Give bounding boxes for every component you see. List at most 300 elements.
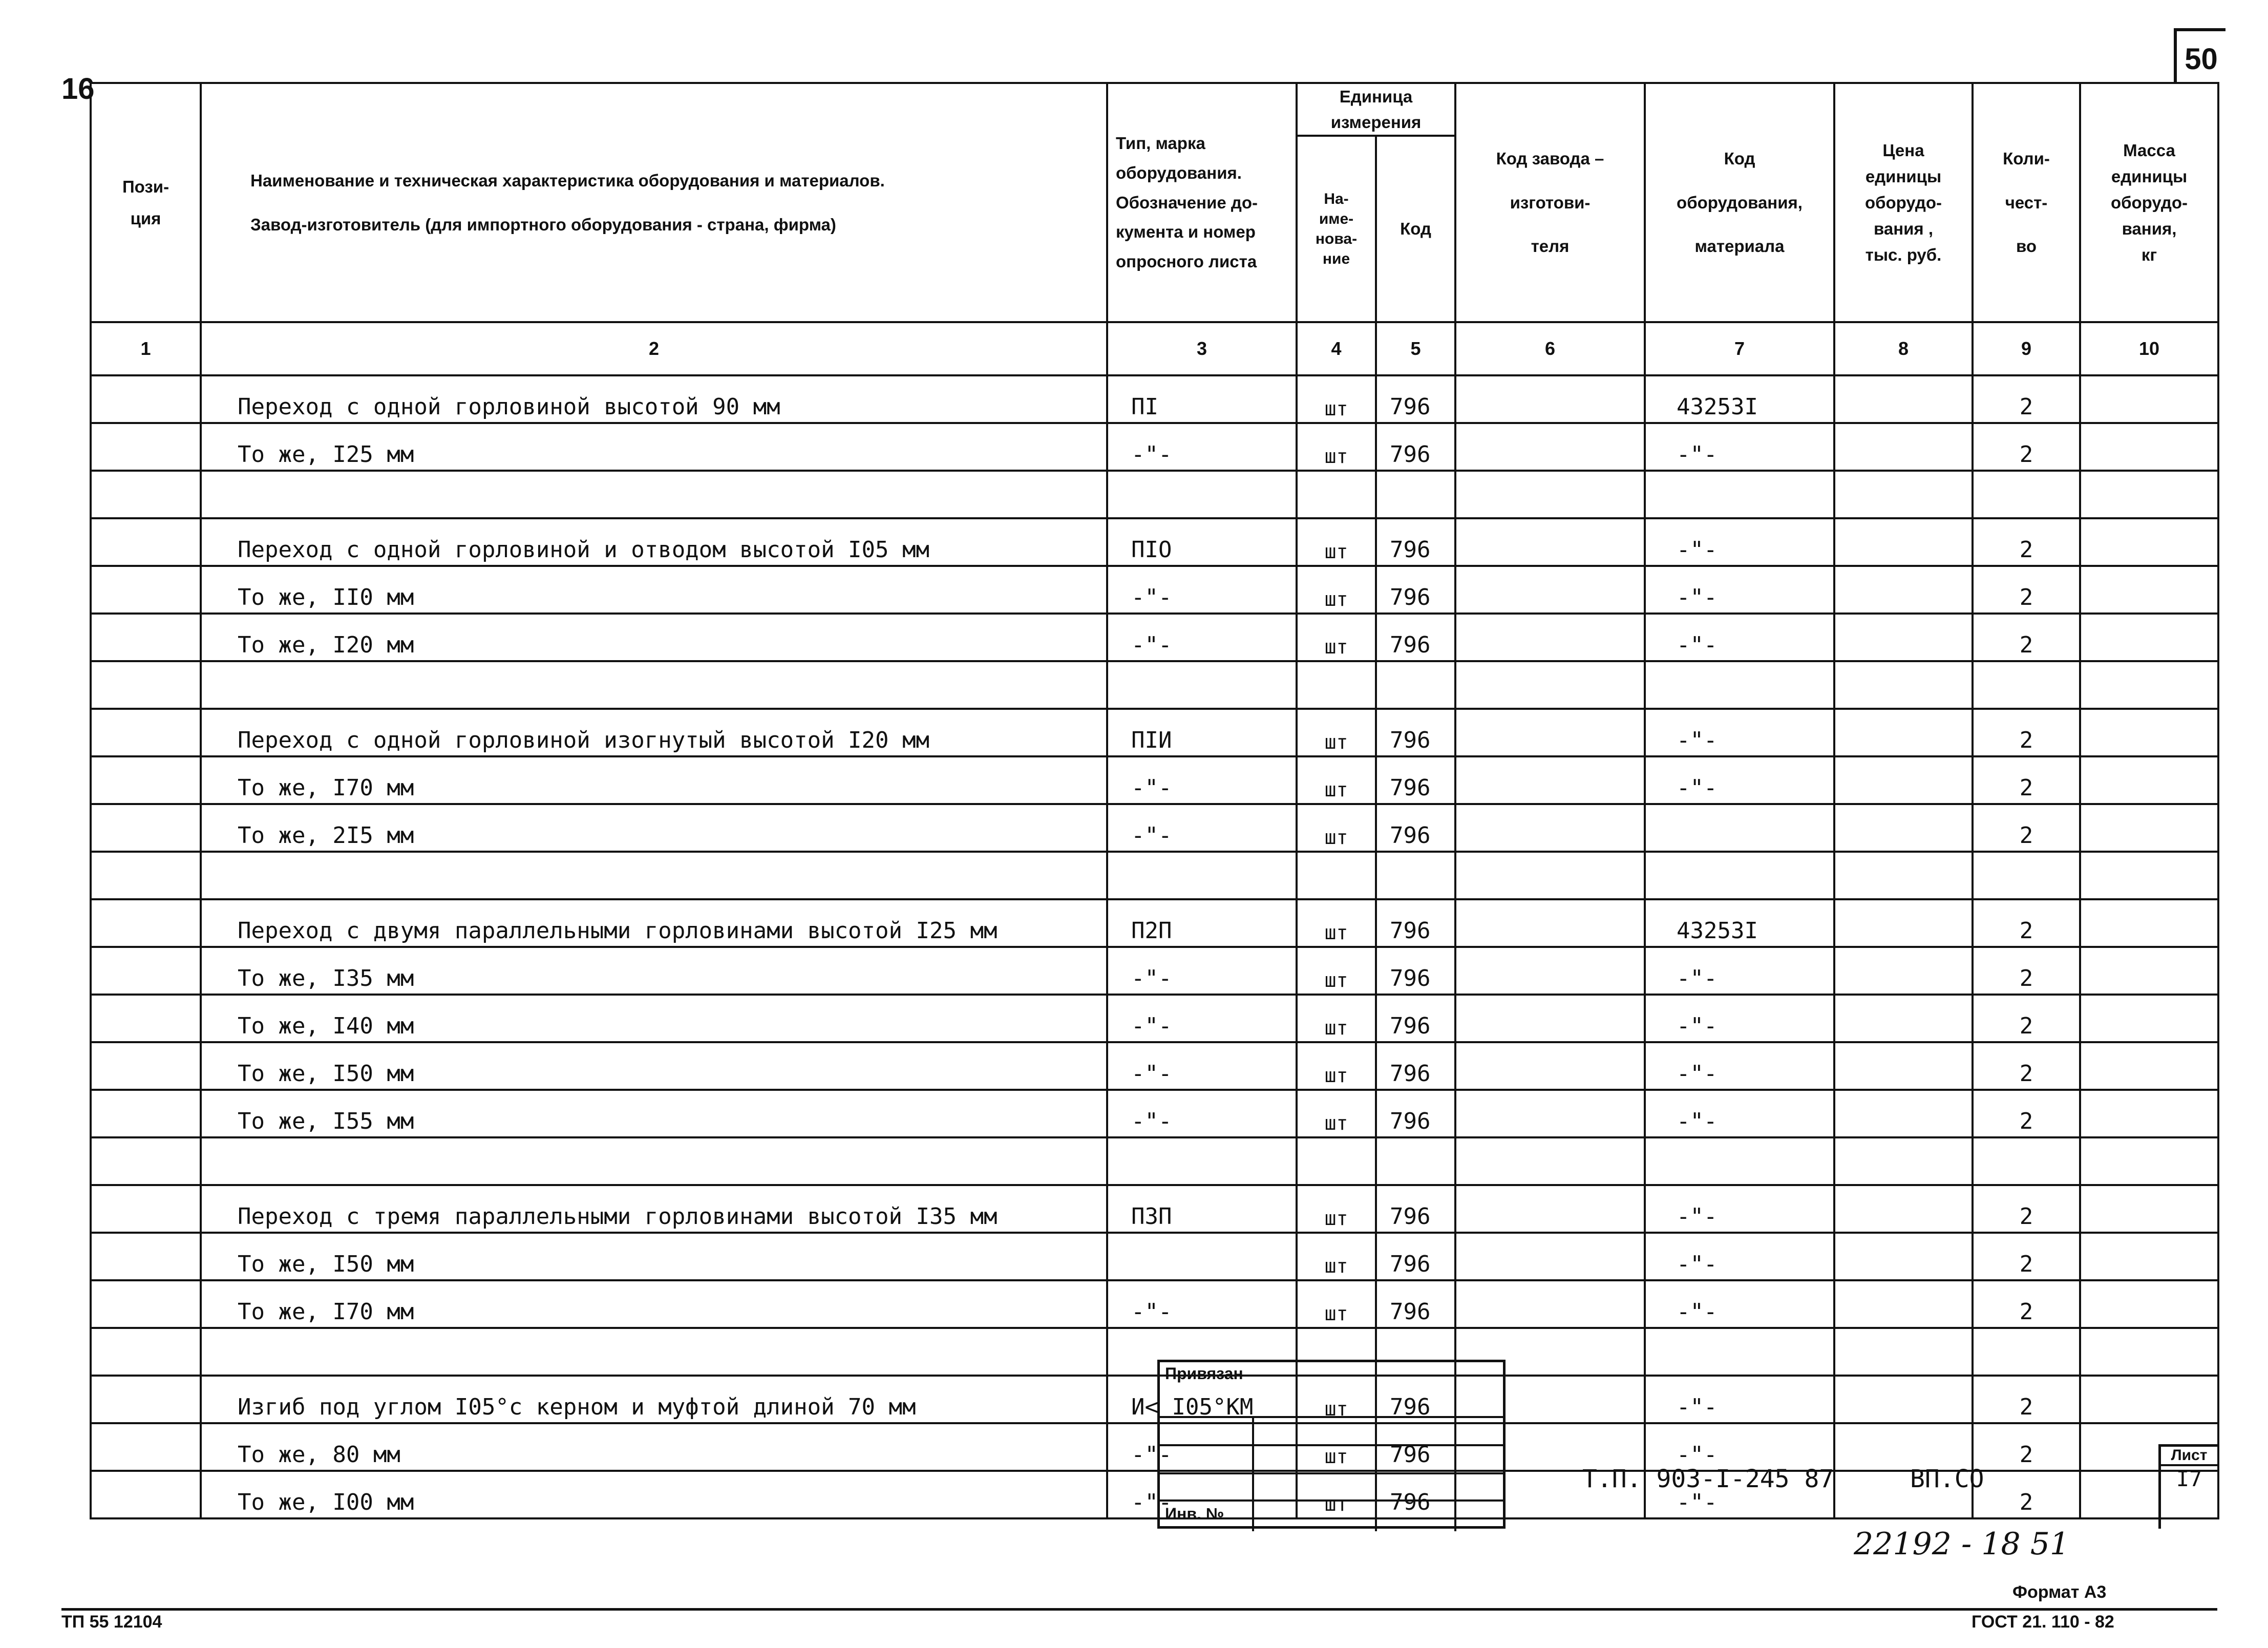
factory-code-cell <box>1455 899 1645 947</box>
quantity-cell: 2 <box>1973 375 2080 423</box>
stamp-line <box>1160 1472 1503 1474</box>
factory-code-cell <box>1455 1280 1645 1328</box>
item-name-cell <box>201 1328 1107 1376</box>
mass-cell <box>2080 804 2218 852</box>
position-cell <box>91 1280 201 1328</box>
factory-code-cell <box>1455 1185 1645 1233</box>
quantity-cell: 2 <box>1973 947 2080 995</box>
equipment-code-cell: -"- <box>1645 756 1834 804</box>
handwritten-number: 22192 - 18 51 <box>1854 1526 2070 1562</box>
table-row <box>91 1185 2218 1233</box>
position-cell <box>91 518 201 566</box>
unit-code-cell <box>1376 471 1455 518</box>
mass-cell <box>2080 1328 2218 1376</box>
position-cell <box>91 1137 201 1185</box>
item-name-cell: То же, I70 мм <box>201 1280 1107 1328</box>
item-name-cell: Изгиб под углом I05°с керном и муфтой длиной 70 мм <box>201 1376 1107 1423</box>
position-cell <box>91 709 201 756</box>
unit-name-cell: шт <box>1297 947 1376 995</box>
position-cell <box>91 1423 201 1471</box>
price-cell <box>1834 375 1973 423</box>
position-cell <box>91 756 201 804</box>
quantity-cell: 2 <box>1973 1376 2080 1423</box>
price-cell <box>1834 804 1973 852</box>
item-name-cell: Переход с двумя параллельными горловинами высотой I25 мм <box>201 899 1107 947</box>
header-type: Тип, марка оборудования. Обозначение до- кумента и номер опросного листа <box>1107 83 1297 322</box>
header-name: Наименование и техническая характеристика оборудования и материалов. Завод-изготовитель (для импортного оборудования - страна, фирма) <box>201 83 1107 322</box>
unit-code-cell: 796 <box>1376 1471 1455 1518</box>
item-name-cell: То же, II0 мм <box>201 566 1107 614</box>
header-quantity: Коли- чест- во <box>1973 83 2080 322</box>
header-price: Цена единицы оборудо- вания , тыс. руб. <box>1834 83 1973 322</box>
quantity-cell: 2 <box>1973 1042 2080 1090</box>
position-cell <box>91 661 201 709</box>
mass-cell <box>2080 1280 2218 1328</box>
item-name-cell: То же, I35 мм <box>201 947 1107 995</box>
position-cell <box>91 614 201 661</box>
factory-code-cell <box>1455 1137 1645 1185</box>
type-mark-cell: -"- <box>1107 423 1297 471</box>
mass-cell <box>2080 852 2218 899</box>
factory-code-cell <box>1455 1042 1645 1090</box>
type-mark-cell <box>1107 1137 1297 1185</box>
unit-code-cell: 796 <box>1376 518 1455 566</box>
equipment-code-cell: -"- <box>1645 518 1834 566</box>
position-cell <box>91 471 201 518</box>
position-cell <box>91 1090 201 1137</box>
unit-name-cell <box>1297 471 1376 518</box>
sheet-label: Лист <box>2161 1447 2217 1466</box>
item-name-cell: Переход с одной горловиной изогнутый высотой I20 мм <box>201 709 1107 756</box>
quantity-cell: 2 <box>1973 756 2080 804</box>
equipment-code-cell: -"- <box>1645 1376 1834 1423</box>
equipment-code-cell: 43253I <box>1645 375 1834 423</box>
type-mark-cell <box>1107 852 1297 899</box>
table-row <box>91 518 2218 566</box>
type-mark-cell: ПI <box>1107 375 1297 423</box>
type-mark-cell: -"- <box>1107 947 1297 995</box>
mass-cell <box>2080 1185 2218 1233</box>
type-mark-cell <box>1107 661 1297 709</box>
type-mark-cell: -"- <box>1107 614 1297 661</box>
item-name-cell <box>201 661 1107 709</box>
type-mark-cell: -"- <box>1107 1471 1297 1518</box>
mass-cell <box>2080 375 2218 423</box>
unit-name-cell <box>1297 661 1376 709</box>
sheet-number-box <box>2158 1444 2217 1529</box>
document-code: Т.П. 903-I-245 87 <box>1582 1465 1834 1493</box>
mass-cell <box>2080 995 2218 1042</box>
unit-code-cell <box>1376 852 1455 899</box>
equipment-code-cell: -"- <box>1645 709 1834 756</box>
header-unit-name: На- име- нова- ние <box>1298 137 1376 321</box>
factory-code-cell <box>1455 947 1645 995</box>
item-name-cell: То же, I50 мм <box>201 1233 1107 1280</box>
equipment-code-cell <box>1645 661 1834 709</box>
price-cell <box>1834 995 1973 1042</box>
unit-code-cell: 796 <box>1376 1280 1455 1328</box>
quantity-cell: 2 <box>1973 899 2080 947</box>
table-row <box>91 756 2218 804</box>
unit-name-cell: шт <box>1297 1280 1376 1328</box>
table-row <box>91 1090 2218 1137</box>
header-unit-code: Код <box>1400 219 1431 238</box>
price-cell <box>1834 661 1973 709</box>
price-cell <box>1834 1328 1973 1376</box>
item-name-cell: Переход с тремя параллельными горловинами высотой I35 мм <box>201 1185 1107 1233</box>
mass-cell <box>2080 756 2218 804</box>
unit-code-cell: 796 <box>1376 375 1455 423</box>
price-cell <box>1834 756 1973 804</box>
quantity-cell: 2 <box>1973 518 2080 566</box>
document-suffix: ВП.СО <box>1910 1465 1984 1493</box>
mass-cell <box>2080 1137 2218 1185</box>
quantity-cell: 2 <box>1973 804 2080 852</box>
table-row <box>91 1280 2218 1328</box>
type-mark-cell <box>1107 471 1297 518</box>
unit-name-cell: шт <box>1297 566 1376 614</box>
unit-name-cell: шт <box>1297 1471 1376 1518</box>
mass-cell <box>2080 566 2218 614</box>
table-row <box>91 566 2218 614</box>
price-cell <box>1834 423 1973 471</box>
position-cell <box>91 804 201 852</box>
stamp-line <box>1160 1499 1503 1502</box>
binding-stamp <box>1157 1360 1506 1529</box>
unit-code-cell: 796 <box>1376 1042 1455 1090</box>
column-number: 10 <box>2080 322 2218 375</box>
gost-reference: ГОСТ 21. 110 - 82 <box>1972 1612 2114 1632</box>
table-row <box>91 804 2218 852</box>
unit-name-cell: шт <box>1297 1090 1376 1137</box>
unit-code-cell: 796 <box>1376 804 1455 852</box>
unit-name-cell: шт <box>1297 995 1376 1042</box>
mass-cell <box>2080 614 2218 661</box>
unit-code-cell: 796 <box>1376 1423 1455 1471</box>
unit-name-cell: шт <box>1297 804 1376 852</box>
unit-code-cell: 796 <box>1376 423 1455 471</box>
equipment-code-cell: -"- <box>1645 1185 1834 1233</box>
specification-table <box>90 82 2219 1519</box>
mass-cell <box>2080 1376 2218 1423</box>
unit-name-cell <box>1297 1137 1376 1185</box>
price-cell <box>1834 1423 1973 1471</box>
page-corner-number-left: 16 <box>61 72 95 105</box>
factory-code-cell <box>1455 661 1645 709</box>
tp-number: ТП 55 12104 <box>61 1612 162 1632</box>
equipment-code-cell: -"- <box>1645 614 1834 661</box>
price-cell <box>1834 1137 1973 1185</box>
equipment-code-cell: -"- <box>1645 423 1834 471</box>
item-name-cell: То же, I25 мм <box>201 423 1107 471</box>
quantity-cell <box>1973 852 2080 899</box>
factory-code-cell <box>1455 423 1645 471</box>
table-row <box>91 1376 2218 1423</box>
mass-cell <box>2080 899 2218 947</box>
table-row <box>91 709 2218 756</box>
mass-cell <box>2080 661 2218 709</box>
unit-code-cell: 796 <box>1376 1376 1455 1423</box>
unit-code-cell: 796 <box>1376 1233 1455 1280</box>
item-name-cell: То же, I00 мм <box>201 1471 1107 1518</box>
type-mark-cell: -"- <box>1107 1423 1297 1471</box>
type-mark-cell: П2П <box>1107 899 1297 947</box>
unit-code-cell: 796 <box>1376 566 1455 614</box>
price-cell <box>1834 852 1973 899</box>
quantity-cell: 2 <box>1973 1233 2080 1280</box>
table-row <box>91 1233 2218 1280</box>
unit-name-cell: шт <box>1297 614 1376 661</box>
type-mark-cell: -"- <box>1107 1042 1297 1090</box>
factory-code-cell <box>1455 995 1645 1042</box>
price-cell <box>1834 1042 1973 1090</box>
price-cell <box>1834 1090 1973 1137</box>
position-cell <box>91 1185 201 1233</box>
header-position: Пози- ция <box>91 83 201 322</box>
factory-code-cell <box>1455 1233 1645 1280</box>
price-cell <box>1834 614 1973 661</box>
type-mark-cell: -"- <box>1107 995 1297 1042</box>
stamp-divider <box>1454 1416 1456 1531</box>
equipment-code-cell <box>1645 804 1834 852</box>
unit-name-cell <box>1297 852 1376 899</box>
type-mark-cell: -"- <box>1107 804 1297 852</box>
price-cell <box>1834 1376 1973 1423</box>
mass-cell <box>2080 1233 2218 1280</box>
quantity-cell: 2 <box>1973 709 2080 756</box>
position-cell <box>91 852 201 899</box>
stamp-line <box>1160 1444 1503 1446</box>
quantity-cell: 2 <box>1973 995 2080 1042</box>
paper-format: Формат А3 <box>2012 1582 2107 1602</box>
stamp-attached-label: Привязан <box>1165 1364 1243 1383</box>
equipment-code-cell: -"- <box>1645 995 1834 1042</box>
unit-code-cell: 796 <box>1376 995 1455 1042</box>
equipment-code-cell <box>1645 1328 1834 1376</box>
factory-code-cell <box>1455 375 1645 423</box>
table-row <box>91 375 2218 423</box>
position-cell <box>91 899 201 947</box>
mass-cell <box>2080 518 2218 566</box>
position-cell <box>91 1471 201 1518</box>
equipment-code-cell <box>1645 852 1834 899</box>
factory-code-cell <box>1455 709 1645 756</box>
table-row <box>91 1423 2218 1471</box>
quantity-cell <box>1973 1328 2080 1376</box>
table-row <box>91 661 2218 709</box>
item-name-cell <box>201 471 1107 518</box>
item-name-cell <box>201 1137 1107 1185</box>
position-cell <box>91 1328 201 1376</box>
header-row <box>91 83 2218 322</box>
factory-code-cell <box>1455 566 1645 614</box>
unit-code-cell: 796 <box>1376 947 1455 995</box>
table-row <box>91 423 2218 471</box>
unit-name-cell: шт <box>1297 423 1376 471</box>
position-cell <box>91 375 201 423</box>
header-factory-code: Код завода – изготови- теля <box>1455 83 1645 322</box>
equipment-code-cell: -"- <box>1645 1280 1834 1328</box>
quantity-cell: 2 <box>1973 1090 2080 1137</box>
factory-code-cell <box>1455 1090 1645 1137</box>
column-number: 7 <box>1645 322 1834 375</box>
position-cell <box>91 1376 201 1423</box>
quantity-cell: 2 <box>1973 1423 2080 1471</box>
factory-code-cell <box>1455 518 1645 566</box>
quantity-cell: 2 <box>1973 1280 2080 1328</box>
unit-code-cell: 796 <box>1376 756 1455 804</box>
unit-name-cell: шт <box>1297 756 1376 804</box>
price-cell <box>1834 709 1973 756</box>
equipment-code-cell: 43253I <box>1645 899 1834 947</box>
price-cell <box>1834 518 1973 566</box>
position-cell <box>91 423 201 471</box>
price-cell <box>1834 471 1973 518</box>
table-row <box>91 1328 2218 1376</box>
column-number: 5 <box>1376 322 1455 375</box>
type-mark-cell: -"- <box>1107 756 1297 804</box>
unit-name-cell: шт <box>1297 518 1376 566</box>
item-name-cell: Переход с одной горловиной высотой 90 мм <box>201 375 1107 423</box>
unit-name-cell: шт <box>1297 1233 1376 1280</box>
quantity-cell: 2 <box>1973 1185 2080 1233</box>
unit-name-cell: шт <box>1297 1042 1376 1090</box>
equipment-code-cell: -"- <box>1645 1090 1834 1137</box>
item-name-cell: То же, I50 мм <box>201 1042 1107 1090</box>
mass-cell <box>2080 709 2218 756</box>
table-row <box>91 852 2218 899</box>
unit-name-cell: шт <box>1297 899 1376 947</box>
item-name-cell: То же, 2I5 мм <box>201 804 1107 852</box>
quantity-cell: 2 <box>1973 566 2080 614</box>
price-cell <box>1834 947 1973 995</box>
column-number: 8 <box>1834 322 1973 375</box>
column-number: 6 <box>1455 322 1645 375</box>
table-row <box>91 1137 2218 1185</box>
stamp-inventory-label: Инв. № <box>1165 1505 1224 1523</box>
bottom-rule <box>61 1608 2217 1611</box>
column-number: 2 <box>201 322 1107 375</box>
item-name-cell: То же, I20 мм <box>201 614 1107 661</box>
unit-code-cell: 796 <box>1376 1185 1455 1233</box>
type-mark-cell: -"- <box>1107 566 1297 614</box>
mass-cell <box>2080 1090 2218 1137</box>
position-cell <box>91 1233 201 1280</box>
header-unit: Единица измерения На- име- нова- ние Код <box>1297 83 1455 322</box>
type-mark-cell: ПIИ <box>1107 709 1297 756</box>
factory-code-cell <box>1455 804 1645 852</box>
table-row <box>91 471 2218 518</box>
item-name-cell: То же, I55 мм <box>201 1090 1107 1137</box>
column-number: 4 <box>1297 322 1376 375</box>
table-row <box>91 1042 2218 1090</box>
equipment-code-cell: -"- <box>1645 1423 1834 1471</box>
quantity-cell <box>1973 471 2080 518</box>
mass-cell <box>2080 947 2218 995</box>
equipment-code-cell: -"- <box>1645 1471 1834 1518</box>
unit-name-cell: шт <box>1297 1376 1376 1423</box>
quantity-cell <box>1973 1137 2080 1185</box>
position-cell <box>91 947 201 995</box>
unit-name-cell: шт <box>1297 375 1376 423</box>
mass-cell <box>2080 471 2218 518</box>
factory-code-cell <box>1455 852 1645 899</box>
equipment-code-cell <box>1645 1137 1834 1185</box>
factory-code-cell <box>1455 756 1645 804</box>
equipment-code-cell: -"- <box>1645 566 1834 614</box>
table-body <box>91 375 2218 1518</box>
type-mark-cell <box>1107 1233 1297 1280</box>
item-name-cell: То же, I40 мм <box>201 995 1107 1042</box>
item-name-cell <box>201 852 1107 899</box>
stamp-divider <box>1375 1416 1377 1531</box>
equipment-code-cell: -"- <box>1645 947 1834 995</box>
type-mark-cell: -"- <box>1107 1090 1297 1137</box>
unit-code-cell: 796 <box>1376 614 1455 661</box>
equipment-code-cell: -"- <box>1645 1233 1834 1280</box>
quantity-cell <box>1973 661 2080 709</box>
price-cell <box>1834 899 1973 947</box>
price-cell <box>1834 566 1973 614</box>
type-mark-cell: П3П <box>1107 1185 1297 1233</box>
header-equipment-code: Код оборудования, материала <box>1645 83 1834 322</box>
unit-code-cell <box>1376 661 1455 709</box>
column-number: 9 <box>1973 322 2080 375</box>
mass-cell <box>2080 423 2218 471</box>
item-name-cell: То же, I70 мм <box>201 756 1107 804</box>
factory-code-cell <box>1455 471 1645 518</box>
item-name-cell: Переход с одной горловиной и отводом высотой I05 мм <box>201 518 1107 566</box>
price-cell <box>1834 1280 1973 1328</box>
unit-code-cell: 796 <box>1376 1090 1455 1137</box>
stamp-line <box>1160 1416 1503 1418</box>
unit-code-cell: 796 <box>1376 709 1455 756</box>
mass-cell <box>2080 1042 2218 1090</box>
equipment-code-cell <box>1645 471 1834 518</box>
type-mark-cell: ПIO <box>1107 518 1297 566</box>
type-mark-cell: -"- <box>1107 1280 1297 1328</box>
unit-name-cell: шт <box>1297 1423 1376 1471</box>
table-row <box>91 947 2218 995</box>
quantity-cell: 2 <box>1973 1471 2080 1518</box>
equipment-code-cell: -"- <box>1645 1042 1834 1090</box>
sheet-number: I7 <box>2176 1466 2202 1491</box>
item-name-cell: То же, 80 мм <box>201 1423 1107 1471</box>
price-cell <box>1834 1185 1973 1233</box>
stamp-divider <box>1252 1416 1254 1531</box>
unit-code-cell <box>1376 1137 1455 1185</box>
unit-name-cell: шт <box>1297 1185 1376 1233</box>
unit-name-cell: шт <box>1297 709 1376 756</box>
type-mark-cell: И< I05°КМ <box>1107 1376 1297 1423</box>
column-number-row <box>91 322 2218 375</box>
column-number: 3 <box>1107 322 1297 375</box>
table-row <box>91 1471 2218 1518</box>
quantity-cell: 2 <box>1973 614 2080 661</box>
price-cell <box>1834 1233 1973 1280</box>
page-corner-number-right: 50 <box>2174 28 2225 82</box>
position-cell <box>91 995 201 1042</box>
position-cell <box>91 566 201 614</box>
column-number: 1 <box>91 322 201 375</box>
table-row <box>91 899 2218 947</box>
table-row <box>91 614 2218 661</box>
unit-code-cell: 796 <box>1376 899 1455 947</box>
position-cell <box>91 1042 201 1090</box>
factory-code-cell <box>1455 614 1645 661</box>
quantity-cell: 2 <box>1973 423 2080 471</box>
header-mass: Масса единицы оборудо- вания, кг <box>2080 83 2218 322</box>
